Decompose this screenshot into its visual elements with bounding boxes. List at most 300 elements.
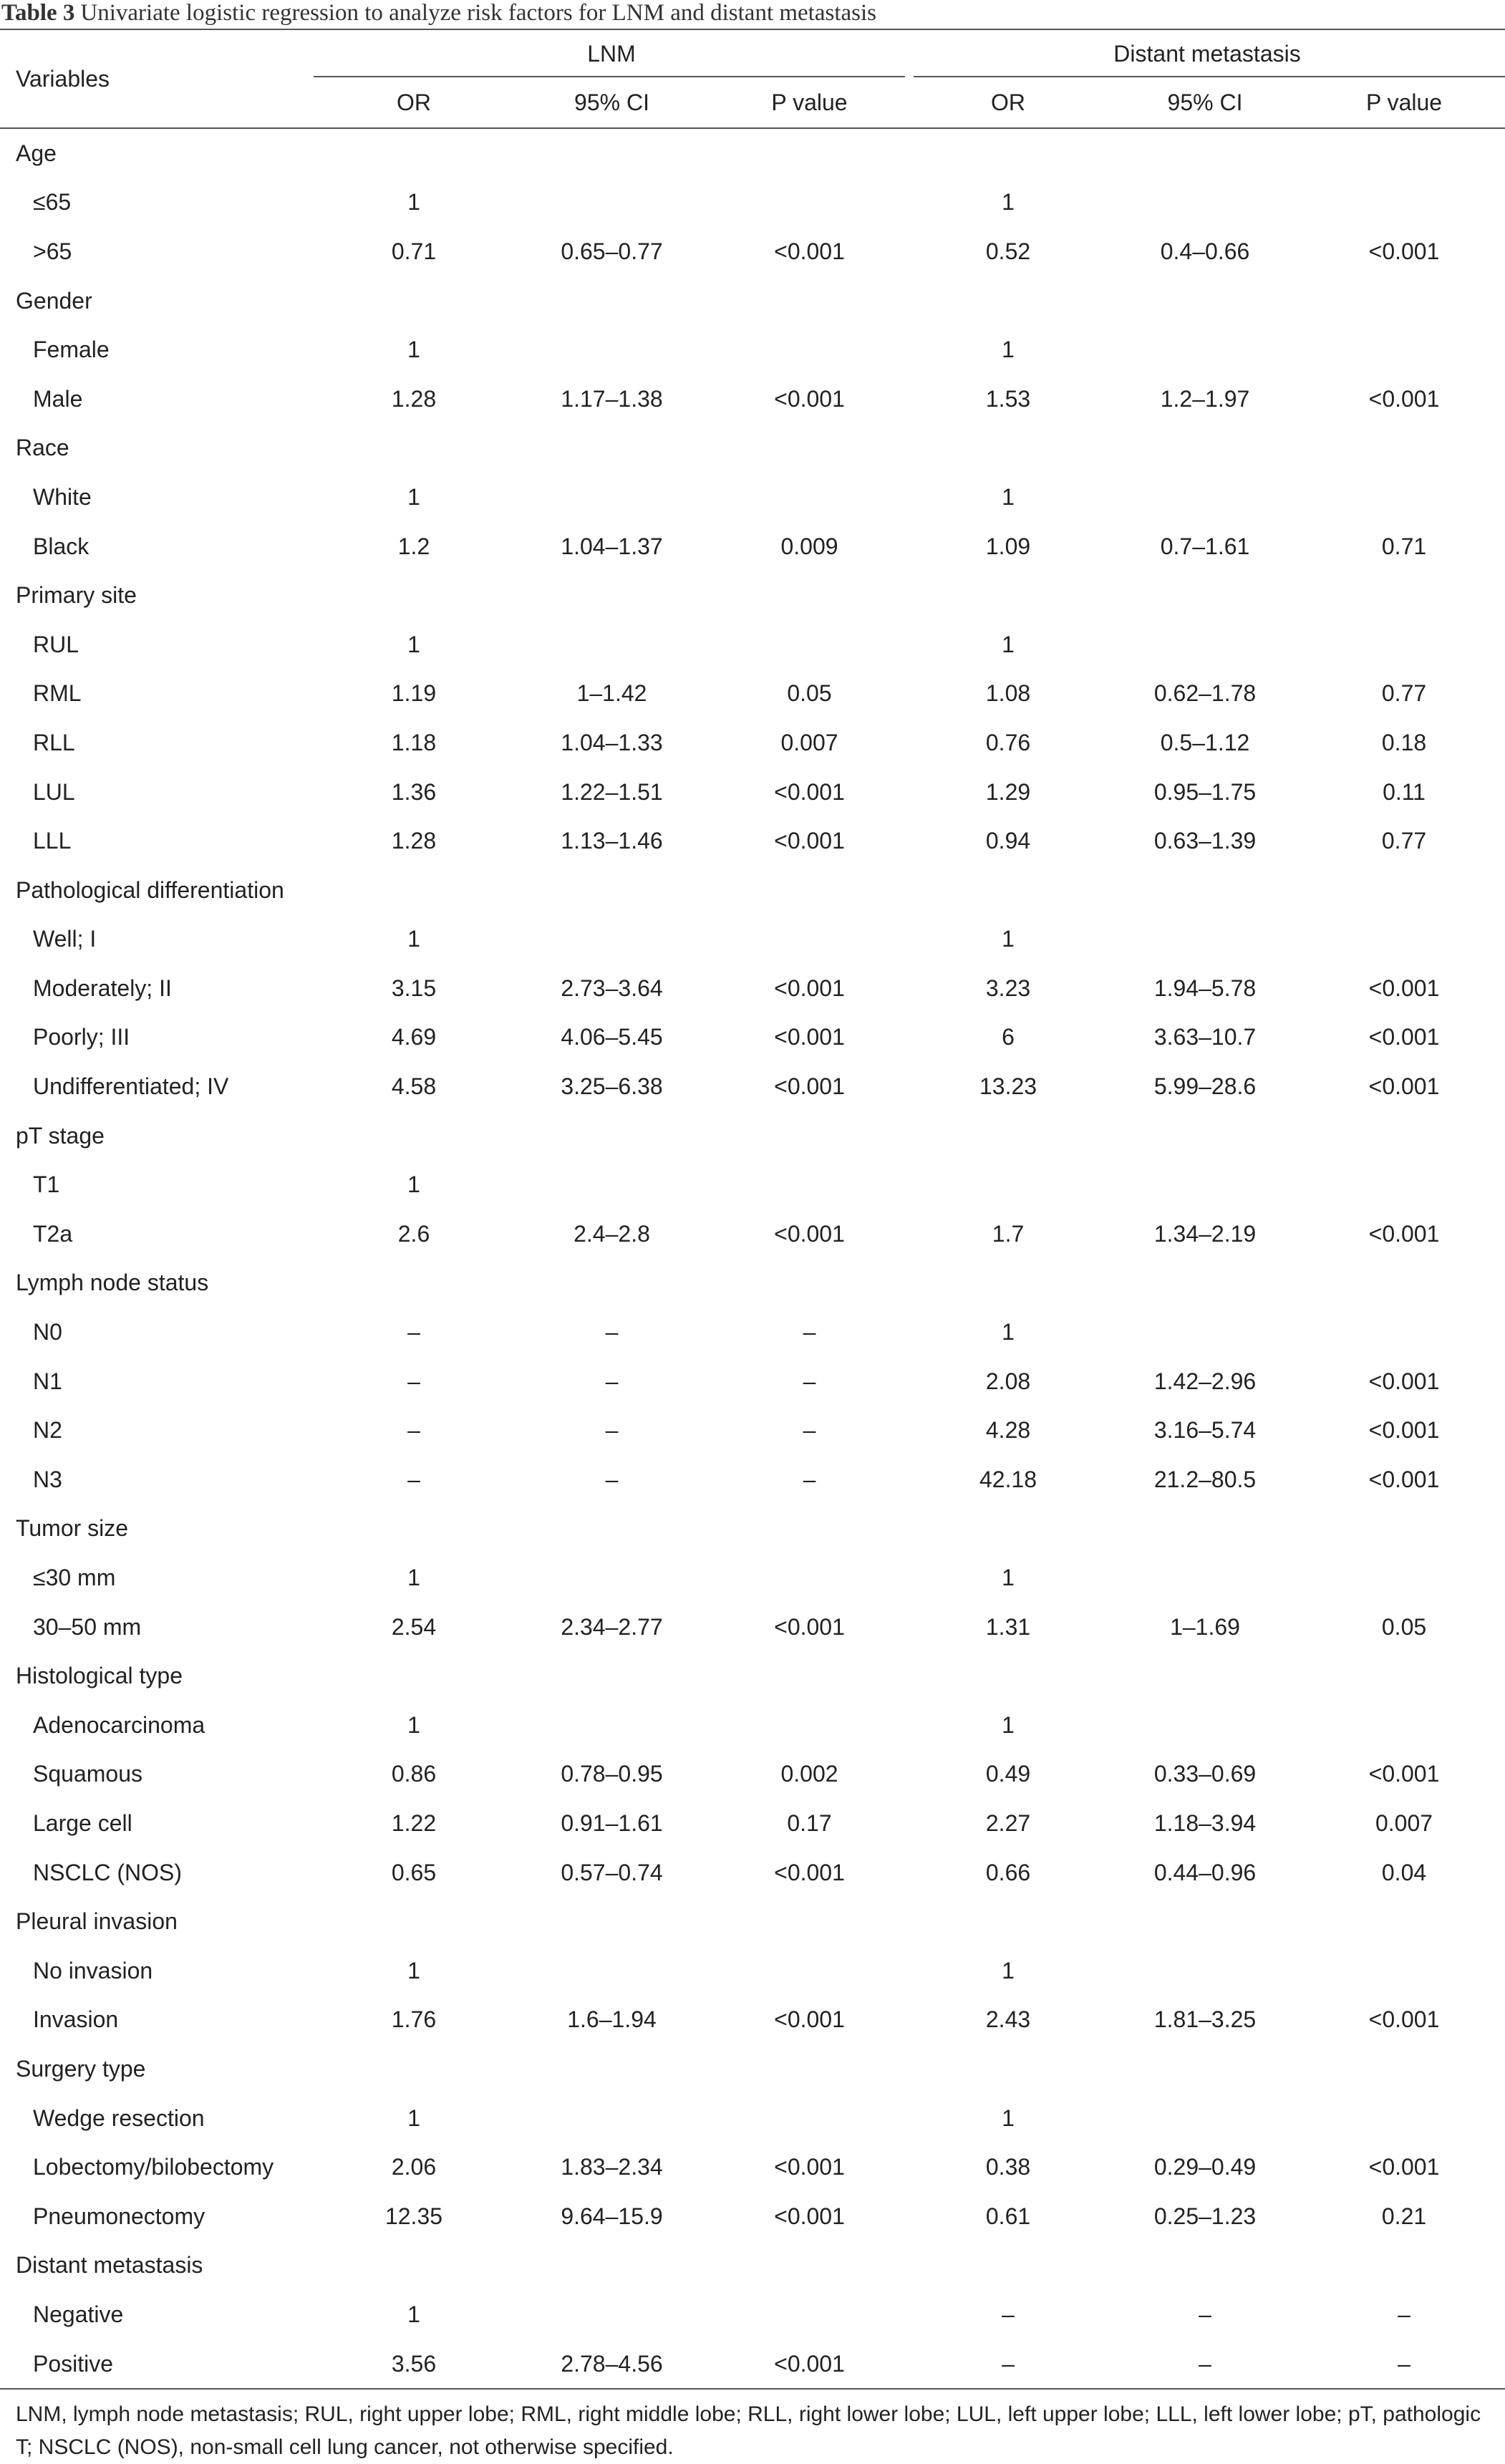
- lnm-ci-cell: 1.04–1.33: [561, 729, 663, 755]
- lnm-or-cell: 1.22: [391, 1810, 437, 1836]
- lnm-ci-cell: 1–1.42: [576, 680, 647, 707]
- lnm-or-cell: [314, 1259, 514, 1308]
- lnm-or-cell: 1.19: [391, 680, 437, 707]
- lnm-p-cell: <0.001: [774, 1073, 845, 1100]
- table-row: [0, 2142, 1505, 2192]
- lnm-ci-cell: –: [605, 1466, 619, 1492]
- table-row: [0, 1062, 1505, 1111]
- dm-ci-cell: [1107, 1160, 1303, 1209]
- lnm-ci-cell: 1.6–1.94: [567, 2006, 657, 2033]
- lnm-ci-cell: 2.78–4.56: [514, 2339, 710, 2390]
- lnm-p-cell: [710, 1111, 909, 1161]
- lnm-or-cell: 2.6: [397, 1220, 430, 1247]
- lnm-p-cell: –: [803, 1368, 816, 1394]
- dm-group-label: Distant metastasis: [1113, 40, 1301, 67]
- lnm-p-cell: [710, 424, 909, 473]
- table-row: [0, 816, 1505, 866]
- dm-ci-cell: 3.16–5.74: [1153, 1417, 1257, 1444]
- table-caption: [0, 0, 1505, 29]
- dm-or-cell: 1.53: [985, 385, 1031, 412]
- dm-ci-cell: 1.42–2.96: [1153, 1368, 1257, 1394]
- lnm-p-cell: –: [803, 1417, 816, 1444]
- dm-or-cell: [909, 1897, 1107, 1946]
- table-caption-text: Univariate logistic regression to analyze risk factors for LNM and distant metastasis: [80, 0, 877, 26]
- dm-p-cell: <0.001: [1368, 238, 1440, 264]
- lnm-or-cell: 3.56: [314, 2339, 514, 2390]
- lnm-ci-cell: 0.57–0.74: [561, 1859, 663, 1885]
- table-row: [0, 325, 1505, 375]
- lnm-ci-cell: [514, 571, 710, 620]
- category-label: Primary site: [16, 582, 137, 609]
- lnm-or-header: OR: [314, 77, 514, 128]
- dm-or-cell: 13.23: [979, 1073, 1037, 1100]
- dm-ci-cell: [1107, 620, 1303, 670]
- lnm-ci-cell: [514, 473, 710, 522]
- lnm-ci-cell: 1.04–1.37: [561, 533, 663, 559]
- dm-or-cell: 1: [1002, 189, 1015, 216]
- category-row: [0, 1259, 1505, 1308]
- lnm-or-cell: –: [407, 1466, 420, 1492]
- variable-label: Invasion: [33, 2006, 119, 2033]
- table-header: [0, 29, 1505, 128]
- lnm-p-cell: [710, 1701, 909, 1750]
- lnm-or-cell: [314, 1504, 514, 1554]
- lnm-p-cell: [710, 1553, 909, 1603]
- dm-or-cell: –: [909, 2339, 1107, 2390]
- lnm-or-cell: 1.76: [391, 2006, 437, 2033]
- dm-p-cell: [1303, 473, 1505, 522]
- variable-label: Pneumonectomy: [33, 2203, 205, 2229]
- dm-ci-cell: [1107, 325, 1303, 375]
- dm-or-cell: [909, 1259, 1107, 1308]
- variable-label: Squamous: [33, 1761, 142, 1787]
- dm-ci-cell: 0.4–0.66: [1160, 238, 1250, 264]
- table-caption-label: Table 3: [1, 0, 75, 26]
- dm-or-cell: [909, 424, 1107, 473]
- dm-or-cell: 2.08: [985, 1368, 1031, 1394]
- lnm-p-cell: [710, 178, 909, 228]
- table-row: [0, 2339, 1505, 2390]
- lnm-ci-cell: –: [605, 1417, 619, 1444]
- dm-or-cell: 0.61: [985, 2203, 1031, 2229]
- lnm-p-cell: <0.001: [774, 238, 845, 264]
- category-row: [0, 1651, 1505, 1701]
- dm-or-cell: [909, 2241, 1107, 2291]
- lnm-or-cell: [314, 1651, 514, 1701]
- dm-ci-cell: 1–1.69: [1170, 1613, 1240, 1640]
- lnm-p-cell: <0.001: [774, 975, 845, 1001]
- category-row: [0, 866, 1505, 915]
- lnm-p-cell: –: [803, 1319, 816, 1345]
- dm-p-cell: <0.001: [1368, 1024, 1440, 1050]
- dm-p-cell: 0.77: [1381, 680, 1427, 707]
- category-label: Race: [16, 435, 69, 461]
- dm-p-cell: 0.05: [1381, 1613, 1427, 1640]
- dm-p-cell: [1303, 128, 1505, 178]
- dm-p-cell: 0.04: [1381, 1859, 1427, 1885]
- dm-ci-cell: 1.34–2.19: [1153, 1220, 1257, 1247]
- dm-ci-cell: 0.63–1.39: [1153, 828, 1257, 854]
- lnm-ci-cell: [514, 1897, 710, 1946]
- dm-or-cell: 1.7: [992, 1220, 1025, 1247]
- dm-p-cell: [1303, 1897, 1505, 1946]
- lnm-ci-cell: 2.4–2.8: [574, 1220, 650, 1247]
- lnm-p-cell: [710, 620, 909, 670]
- dm-p-cell: <0.001: [1368, 1220, 1440, 1247]
- lnm-ci-cell: –: [605, 1319, 619, 1345]
- variable-label: RML: [33, 680, 82, 707]
- dm-ci-cell: 0.7–1.61: [1160, 533, 1250, 559]
- dm-p-cell: [1303, 1553, 1505, 1603]
- table-row: [0, 1799, 1505, 1848]
- dm-ci-cell: 1.18–3.94: [1153, 1810, 1257, 1836]
- dm-ci-cell: [1107, 1111, 1303, 1161]
- lnm-or-cell: 1.2: [397, 533, 430, 559]
- lnm-or-cell: 1.28: [391, 828, 437, 854]
- lnm-or-cell: [314, 571, 514, 620]
- table-row: [0, 620, 1505, 670]
- dm-p-cell: [1303, 1308, 1505, 1357]
- lnm-or-cell: 1: [407, 1957, 420, 1984]
- category-label: Surgery type: [16, 2055, 146, 2082]
- dm-or-cell: 6: [1002, 1024, 1015, 1050]
- table-row: [0, 1701, 1505, 1750]
- results-table: [0, 29, 1505, 2390]
- lnm-or-cell: 3.15: [391, 975, 437, 1001]
- dm-or-cell: 1: [1002, 483, 1015, 510]
- lnm-ci-cell: 1.13–1.46: [561, 828, 663, 854]
- variable-label: Moderately; II: [33, 975, 172, 1001]
- lnm-or-cell: [314, 1111, 514, 1161]
- lnm-ci-cell: [514, 424, 710, 473]
- dm-ci-cell: [1107, 1651, 1303, 1701]
- variable-label: ≤30 mm: [33, 1565, 116, 1591]
- category-label: Pathological differentiation: [16, 876, 284, 903]
- dm-or-cell: 4.28: [985, 1417, 1031, 1444]
- variable-label: Poorly; III: [33, 1024, 130, 1050]
- dm-ci-cell: [1107, 571, 1303, 620]
- lnm-or-cell: 1: [407, 1171, 420, 1198]
- dm-or-cell: 0.66: [985, 1859, 1031, 1885]
- variable-label: N1: [33, 1368, 62, 1394]
- dm-p-cell: [1303, 276, 1505, 326]
- lnm-or-cell: –: [407, 1368, 420, 1394]
- dm-p-cell: [1303, 1651, 1505, 1701]
- dm-p-cell: [1303, 178, 1505, 228]
- dm-ci-cell: –: [1199, 2301, 1211, 2327]
- lnm-or-cell: 1.36: [391, 778, 437, 805]
- table-row: [0, 1160, 1505, 1209]
- table-row: [0, 670, 1505, 719]
- dm-p-cell: <0.001: [1368, 385, 1440, 412]
- dm-ci-cell: [1107, 128, 1303, 178]
- table-row: [0, 1406, 1505, 1455]
- lnm-p-cell: [710, 128, 909, 178]
- dm-ci-cell: 1.94–5.78: [1153, 975, 1257, 1001]
- dm-or-cell: 1.09: [985, 533, 1031, 559]
- dm-p-cell: 0.71: [1381, 533, 1427, 559]
- lnm-p-cell: 0.002: [780, 1761, 838, 1787]
- table-row: [0, 768, 1505, 817]
- variable-label: Wedge resection: [33, 2105, 205, 2131]
- table-row: [0, 964, 1505, 1013]
- dm-group-rule: [914, 76, 1505, 77]
- table-body: [0, 128, 1505, 2389]
- lnm-p-cell: <0.001: [774, 1859, 845, 1885]
- dm-p-cell: [1303, 2044, 1505, 2094]
- dm-or-cell: [909, 866, 1107, 915]
- dm-ci-cell: 1.81–3.25: [1153, 2006, 1257, 2033]
- table-row: [0, 1750, 1505, 1799]
- dm-or-cell: [909, 571, 1107, 620]
- dm-ci-cell: 3.63–10.7: [1153, 1024, 1257, 1050]
- dm-or-header: OR: [909, 77, 1107, 128]
- table-row: [0, 178, 1505, 228]
- dm-ci-cell: [1107, 2094, 1303, 2143]
- category-row: [0, 424, 1505, 473]
- lnm-or-cell: 1: [407, 926, 420, 952]
- lnm-p-cell: 0.007: [780, 729, 838, 755]
- dm-or-cell: 1.29: [985, 778, 1031, 805]
- table-row: [0, 1996, 1505, 2045]
- dm-p-cell: <0.001: [1368, 1417, 1440, 1444]
- dm-p-cell: [1303, 2094, 1505, 2143]
- dm-ci-cell: 0.62–1.78: [1153, 680, 1257, 707]
- category-label: Tumor size: [16, 1515, 129, 1542]
- variable-label: LLL: [33, 828, 72, 854]
- lnm-or-cell: 2.54: [391, 1613, 437, 1640]
- variable-label: N2: [33, 1417, 62, 1444]
- category-label: Lymph node status: [16, 1270, 209, 1296]
- dm-ci-cell: [1107, 1308, 1303, 1357]
- category-row: [0, 1504, 1505, 1554]
- lnm-or-cell: –: [407, 1417, 420, 1444]
- lnm-or-cell: 1: [407, 2105, 420, 2131]
- dm-or-cell: 1.31: [985, 1613, 1031, 1640]
- variable-label: Female: [33, 337, 110, 363]
- variable-label: Male: [33, 385, 83, 412]
- dm-ci-cell: [1107, 473, 1303, 522]
- lnm-p-cell: <0.001: [774, 828, 845, 854]
- lnm-p-cell: [710, 2290, 909, 2339]
- dm-ci-cell: [1107, 1553, 1303, 1603]
- table-row: [0, 1946, 1505, 1996]
- variables-header: Variables: [0, 29, 314, 128]
- lnm-or-cell: 12.35: [384, 2203, 443, 2229]
- lnm-or-cell: 1: [407, 2301, 420, 2327]
- lnm-ci-cell: [514, 1651, 710, 1701]
- table-footnote: LNM, lymph node metastasis; RUL, right upper lobe; RML, right middle lobe; RLL, right lower lobe; LUL, left upper lobe; LLL, left lower lobe; pT, pathologic T; NSCLC (NOS), non-small cell lung cancer, not otherwise specified.: [16, 2402, 1481, 2460]
- lnm-p-cell: <0.001: [774, 778, 845, 805]
- dm-ci-cell: [1107, 178, 1303, 228]
- lnm-ci-cell: [514, 1946, 710, 1996]
- category-label: pT stage: [16, 1122, 105, 1149]
- lnm-ci-cell: [514, 620, 710, 670]
- dm-p-cell: <0.001: [1368, 2006, 1440, 2033]
- lnm-p-cell: [710, 1160, 909, 1209]
- dm-p-cell: 0.21: [1381, 2203, 1427, 2229]
- lnm-or-cell: 4.58: [391, 1073, 437, 1100]
- dm-or-cell: [909, 1160, 1107, 1209]
- variable-label: Well; I: [33, 926, 97, 952]
- table-row: [0, 1603, 1505, 1652]
- lnm-ci-cell: [514, 2094, 710, 2143]
- dm-or-cell: 1: [1002, 631, 1015, 657]
- dm-or-cell: [909, 2044, 1107, 2094]
- lnm-ci-cell: 0.91–1.61: [561, 1810, 663, 1836]
- variable-label: ≤65: [33, 189, 72, 216]
- lnm-or-cell: [314, 1897, 514, 1946]
- dm-ci-cell: 1.2–1.97: [1160, 385, 1250, 412]
- lnm-or-cell: [314, 866, 514, 915]
- lnm-p-cell: <0.001: [774, 2154, 845, 2180]
- dm-or-cell: [909, 128, 1107, 178]
- lnm-or-cell: [314, 128, 514, 178]
- lnm-p-cell: [710, 2044, 909, 2094]
- dm-ci-cell: 0.25–1.23: [1153, 2203, 1257, 2229]
- lnm-p-cell: [710, 2241, 909, 2291]
- lnm-or-cell: 1: [407, 1711, 420, 1738]
- dm-p-cell: <0.001: [1368, 2154, 1440, 2180]
- table-row: [0, 522, 1505, 571]
- category-label: Histological type: [16, 1663, 183, 1689]
- lnm-p-cell: <0.001: [710, 2339, 909, 2390]
- lnm-ci-cell: [514, 1111, 710, 1161]
- category-row: [0, 128, 1505, 178]
- variable-label: RUL: [33, 631, 79, 657]
- lnm-ci-cell: [514, 2290, 710, 2339]
- dm-ci-cell: [1107, 915, 1303, 965]
- lnm-or-cell: 0.86: [391, 1761, 437, 1787]
- category-label: Pleural invasion: [16, 1908, 178, 1935]
- dm-p-cell: [1303, 325, 1505, 375]
- lnm-or-cell: 1: [407, 631, 420, 657]
- dm-p-cell: <0.001: [1368, 1368, 1440, 1394]
- dm-ci-cell: 0.29–0.49: [1153, 2154, 1257, 2180]
- dm-or-cell: 0.52: [985, 238, 1031, 264]
- variable-label: T1: [33, 1171, 60, 1198]
- lnm-or-cell: [314, 2241, 514, 2291]
- lnm-or-cell: 4.69: [391, 1024, 437, 1050]
- dm-ci-cell: 0.33–0.69: [1153, 1761, 1257, 1787]
- dm-p-cell: [1303, 1111, 1505, 1161]
- dm-p-cell: [1303, 1701, 1505, 1750]
- dm-ci-cell: [1107, 1946, 1303, 1996]
- lnm-ci-cell: [514, 2044, 710, 2094]
- lnm-ci-cell: [514, 1553, 710, 1603]
- dm-ci-cell: [1107, 2241, 1303, 2291]
- lnm-ci-cell: 1.22–1.51: [561, 778, 663, 805]
- dm-or-cell: 1: [1002, 337, 1015, 363]
- lnm-ci-cell: 2.34–2.77: [561, 1613, 663, 1640]
- dm-ci-cell: [1107, 1701, 1303, 1750]
- dm-p-cell: [1303, 2241, 1505, 2291]
- dm-p-header: P value: [1303, 77, 1505, 128]
- lnm-p-cell: <0.001: [774, 385, 845, 412]
- dm-ci-header: 95% CI: [1107, 77, 1303, 128]
- table-row: [0, 1455, 1505, 1504]
- dm-or-cell: [909, 276, 1107, 326]
- dm-or-cell: 1: [1002, 1957, 1015, 1984]
- dm-or-cell: 3.23: [985, 975, 1031, 1001]
- dm-ci-cell: [1107, 1259, 1303, 1308]
- lnm-ci-cell: [514, 866, 710, 915]
- lnm-ci-cell: 1.17–1.38: [561, 385, 663, 412]
- lnm-ci-cell: [514, 1504, 710, 1554]
- lnm-p-cell: –: [803, 1466, 816, 1492]
- lnm-group-header: [314, 29, 909, 77]
- category-label: Gender: [16, 287, 92, 314]
- lnm-ci-cell: 3.25–6.38: [561, 1073, 663, 1100]
- dm-or-cell: 1: [1002, 1319, 1015, 1345]
- variable-label: Large cell: [33, 1810, 132, 1836]
- lnm-p-cell: <0.001: [774, 1220, 845, 1247]
- lnm-or-cell: 2.06: [391, 2154, 437, 2180]
- table-row: [0, 915, 1505, 965]
- lnm-ci-cell: 9.64–15.9: [561, 2203, 663, 2229]
- lnm-p-cell: <0.001: [774, 2006, 845, 2033]
- variable-label: No invasion: [33, 1957, 153, 1984]
- dm-p-cell: 0.11: [1383, 778, 1426, 805]
- lnm-ci-cell: 0.65–0.77: [561, 238, 663, 264]
- dm-or-cell: 0.94: [985, 828, 1031, 854]
- variable-label: N0: [33, 1319, 62, 1345]
- dm-or-cell: 42.18: [979, 1466, 1037, 1492]
- lnm-p-cell: [710, 473, 909, 522]
- dm-p-cell: <0.001: [1368, 1466, 1440, 1492]
- category-row: [0, 276, 1505, 326]
- lnm-p-cell: 0.05: [787, 680, 832, 707]
- dm-or-cell: [909, 1504, 1107, 1554]
- variable-label: T2a: [33, 1220, 73, 1247]
- dm-or-cell: 1: [1002, 1711, 1015, 1738]
- category-row: [0, 2241, 1505, 2291]
- table-row: [0, 1013, 1505, 1063]
- table-row: [0, 1848, 1505, 1898]
- lnm-or-cell: –: [407, 1319, 420, 1345]
- table-row: [0, 2192, 1505, 2241]
- variable-label: Lobectomy/bilobectomy: [33, 2154, 274, 2180]
- dm-or-cell: 2.43: [985, 2006, 1031, 2033]
- dm-ci-cell: 0.95–1.75: [1153, 778, 1257, 805]
- lnm-p-cell: [710, 1259, 909, 1308]
- dm-or-cell: 0.49: [985, 1761, 1031, 1787]
- dm-ci-cell: [1107, 276, 1303, 326]
- category-row: [0, 1111, 1505, 1161]
- lnm-ci-cell: [514, 915, 710, 965]
- variable-label: White: [33, 483, 92, 510]
- dm-ci-cell: [1107, 424, 1303, 473]
- variable-label: 30–50 mm: [33, 1613, 142, 1640]
- lnm-p-cell: [710, 1504, 909, 1554]
- category-label: Distant metastasis: [16, 2252, 203, 2279]
- dm-p-cell: [1303, 424, 1505, 473]
- table-row: [0, 1553, 1505, 1603]
- dm-p-cell: –: [1303, 2339, 1505, 2390]
- dm-p-cell: <0.001: [1368, 975, 1440, 1001]
- dm-or-cell: [909, 1651, 1107, 1701]
- dm-p-cell: 0.18: [1381, 729, 1427, 755]
- dm-or-cell: 2.27: [985, 1810, 1031, 1836]
- dm-ci-cell: –: [1107, 2339, 1303, 2390]
- header-row-groups: [0, 29, 1505, 77]
- lnm-or-cell: 1.18: [391, 729, 437, 755]
- lnm-p-cell: [710, 571, 909, 620]
- dm-or-cell: 1.08: [985, 680, 1031, 707]
- lnm-ci-cell: [514, 1160, 710, 1209]
- lnm-p-cell: [710, 915, 909, 965]
- dm-p-cell: [1303, 1259, 1505, 1308]
